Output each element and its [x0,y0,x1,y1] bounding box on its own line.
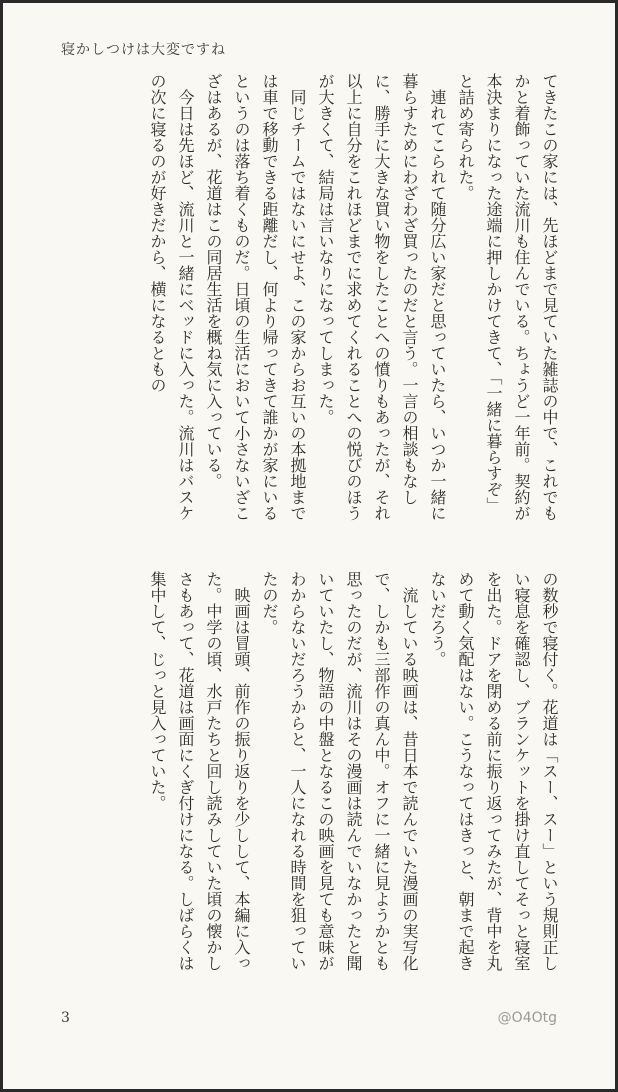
text-block-lower [59,571,563,971]
blank-line [115,571,143,971]
paragraph: 同じチームではないにせよ、この家からお互いの本拠地までは車で移動できる距離だし、何より帰ってきて誰かが家にいるというのは落ち着くものだ。日頃の生活において小さないざこざはあるが、花道はこの同居生活を概ね気に入っている。 [204,73,307,521]
blank-line [59,571,87,971]
paragraph: 流している映画は、昔日本で読んでいた漫画の実写化で、しかも三部作の真ん中。オフに一緒に見ようかとも思ったのだが、流川はその漫画は読んでいなかったと聞いていたし、物語の中盤となるこの映画を見ても意味がわからないだろうからと、一人になれる時間を狙っていたのだ。 [260,571,419,971]
paragraph: 連れてこられて随分広い家だと思っていたら、いつか一緒に暮らすためにわざわざ買ったのだと言う。一言の相談もなしに、勝手に大きな買い物をしたことへの憤りもあったが、それ以上に自分をこれほどまでに求めてくれることへの悦びのほうが大きくて、結局は言いなりになってしまった。 [316,73,447,521]
paragraph: 今日は先ほど、流川と一緒にベッドに入った。流川はバスケの次に寝るのが好きだから、横になるともの [148,73,195,521]
author-handle: @O4Otg [497,1010,557,1026]
paragraph: の数秒で寝付く。花道は「スー、スー」という規則正しい寝息を確認し、ブランケットを掛け直してそっと寝室を出た。ドアを閉める前に振り返ってみたが、背中を丸めて動く気配はない。こうなってはきっと、朝まで起きないだろう。 [428,571,559,971]
text-block-upper [59,73,563,525]
paragraph: 映画は冒頭、前作の振り返りを少しして、本編に入った。中学の頃、水戸たちと回し読みしていた頃の懐かしさもあって、花道は画面にくぎ付けになる。しばらくは集中して、じっと見入っていた。 [148,571,251,971]
blank-line [87,571,115,971]
paragraph: てきたこの家には、先ほどまで見ていた雑誌の中で、これでもかと着飾っていた流川も住んでいる。ちょうど一年前。契約が本決まりになった途端に押しかけてきて、「一緒に暮らすぞ」と詰め寄られた。 [456,73,559,521]
page-number: 3 [61,1010,70,1026]
running-head-title: 寝かしつけは大変ですね [61,42,226,58]
